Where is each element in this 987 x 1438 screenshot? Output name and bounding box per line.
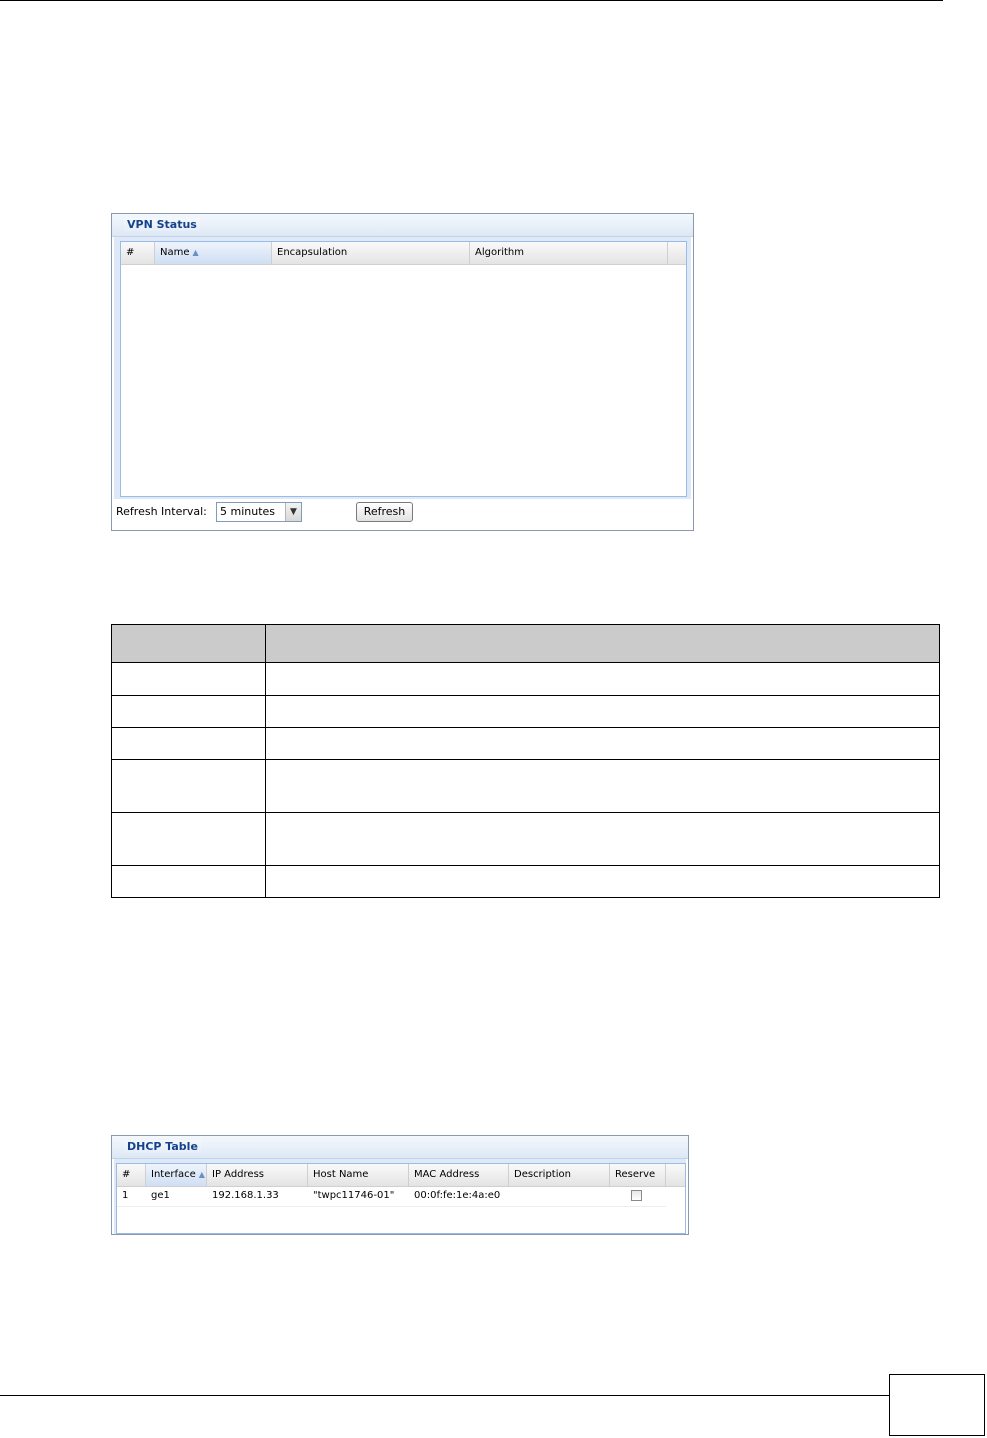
row-description — [266, 728, 940, 760]
grid-header — [117, 1164, 685, 1187]
col-reserve[interactable]: Reserve — [610, 1164, 666, 1186]
table-row[interactable] — [117, 1186, 666, 1207]
top-rule — [0, 0, 943, 1]
refresh-interval-value: 5 minutes — [220, 505, 276, 518]
header-cell-description — [266, 625, 940, 663]
table-row — [112, 813, 940, 866]
table-row — [112, 760, 940, 813]
cell-number: 1 — [122, 1190, 129, 1201]
col-name[interactable]: Name ▲ — [155, 242, 272, 264]
table-row — [112, 663, 940, 696]
row-label — [112, 663, 266, 696]
col-number[interactable]: # — [117, 1164, 146, 1186]
table-row — [112, 728, 940, 760]
col-description[interactable]: Description — [509, 1164, 610, 1186]
panel-title: DHCP Table — [124, 1140, 201, 1153]
dhcp-grid — [116, 1163, 686, 1234]
dhcp-table-panel — [111, 1135, 689, 1235]
cell-mac-address: 00:0f:fe:1e:4a:e0 — [414, 1190, 501, 1201]
row-description — [266, 866, 940, 898]
panel-title: VPN Status — [124, 218, 200, 231]
vpn-status-panel — [111, 213, 694, 531]
panel-body — [114, 237, 691, 499]
refresh-interval-label: Refresh Interval: — [116, 505, 207, 518]
col-host-name[interactable]: Host Name — [308, 1164, 409, 1186]
refresh-row — [114, 500, 691, 530]
col-interface[interactable]: Interface ▲ — [146, 1164, 207, 1186]
col-algorithm[interactable]: Algorithm — [470, 242, 668, 264]
panel-body — [114, 1159, 686, 1234]
col-encapsulation[interactable]: Encapsulation — [272, 242, 470, 264]
col-mac-address[interactable]: MAC Address — [409, 1164, 509, 1186]
table-row — [112, 696, 940, 728]
grid-header — [121, 242, 686, 265]
table-header-row — [112, 625, 940, 663]
chevron-down-icon[interactable]: ▼ — [285, 503, 301, 521]
row-label — [112, 813, 266, 866]
refresh-button[interactable]: Refresh — [356, 502, 413, 522]
row-label — [112, 728, 266, 760]
col-ip-address[interactable]: IP Address — [207, 1164, 308, 1186]
row-description — [266, 760, 940, 813]
table-row — [112, 866, 940, 898]
vpn-grid — [120, 241, 687, 497]
panel-header — [112, 214, 693, 237]
cell-ip-address: 192.168.1.33 — [212, 1190, 279, 1201]
col-filler — [666, 1164, 686, 1186]
col-filler — [668, 242, 687, 264]
row-label — [112, 696, 266, 728]
panel-header — [112, 1136, 688, 1159]
row-description — [266, 813, 940, 866]
refresh-interval-select[interactable] — [216, 502, 302, 522]
page-number-box — [889, 1374, 985, 1436]
header-cell-label — [112, 625, 266, 663]
bottom-rule — [0, 1395, 889, 1396]
field-description-table — [111, 624, 940, 898]
row-description — [266, 696, 940, 728]
sort-ascending-icon: ▲ — [192, 248, 199, 257]
row-label — [112, 866, 266, 898]
cell-interface: ge1 — [151, 1190, 170, 1201]
col-number[interactable]: # — [121, 242, 155, 264]
row-label — [112, 760, 266, 813]
cell-host-name: "twpc11746-01" — [313, 1190, 395, 1201]
reserve-checkbox[interactable] — [631, 1190, 642, 1201]
row-description — [266, 663, 940, 696]
sort-ascending-icon: ▲ — [198, 1170, 205, 1179]
